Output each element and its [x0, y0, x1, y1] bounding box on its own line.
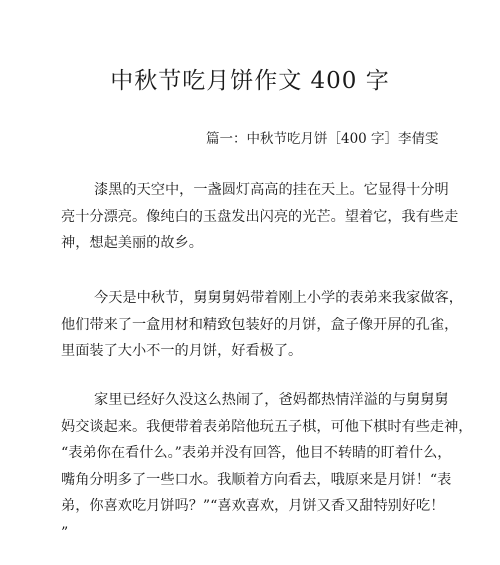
- paragraph-line: 漆黑的天空中，一盏圆灯高高的挂在天上。它显得十分明: [94, 182, 449, 198]
- paragraph-line: 亮十分漂亮。像纯白的玉盘发出闪亮的光芒。望着它，我有些走: [61, 208, 459, 225]
- page-title: 中秋节吃月饼作文 400 字: [110, 68, 390, 94]
- paragraph-1: [61, 177, 459, 257]
- paragraph-line: “表弟你在看什么。”表弟并没有回答，他目不转睛的盯着什么，: [61, 445, 452, 461]
- paragraph-line: ”: [61, 524, 69, 541]
- paragraph-3: [61, 387, 473, 546]
- paragraph-line: 他们带来了一盒用材和精致包装好的月饼，盒子像开屏的孔雀，: [61, 316, 459, 333]
- paragraph-2: [61, 285, 463, 365]
- article-subtitle: 篇一：中秋节吃月饼［400 字］李倩雯: [206, 131, 439, 147]
- paragraph-line: 里面装了大小不一的月饼，好看极了。: [61, 343, 303, 359]
- paragraph-line: 神，想起美丽的故乡。: [61, 235, 203, 251]
- paragraph-line: 弟，你喜欢吃月饼吗？”“喜欢喜欢，月饼又香又甜特别好吃！: [61, 498, 445, 514]
- paragraph-line: 家里已经好久没这么热闹了，爸妈都热情洋溢的与舅舅舅: [94, 392, 449, 408]
- paragraph-line: 今天是中秋节，舅舅舅妈带着刚上小学的表弟来我家做客，: [94, 290, 463, 306]
- paragraph-line: 妈交谈起来。我便带着表弟陪他玩五子棋，可他下棋时有些走神，: [61, 418, 473, 435]
- paragraph-line: 嘴角分明多了一些口水。我顺着方向看去，哦原来是月饼！“表: [61, 471, 452, 488]
